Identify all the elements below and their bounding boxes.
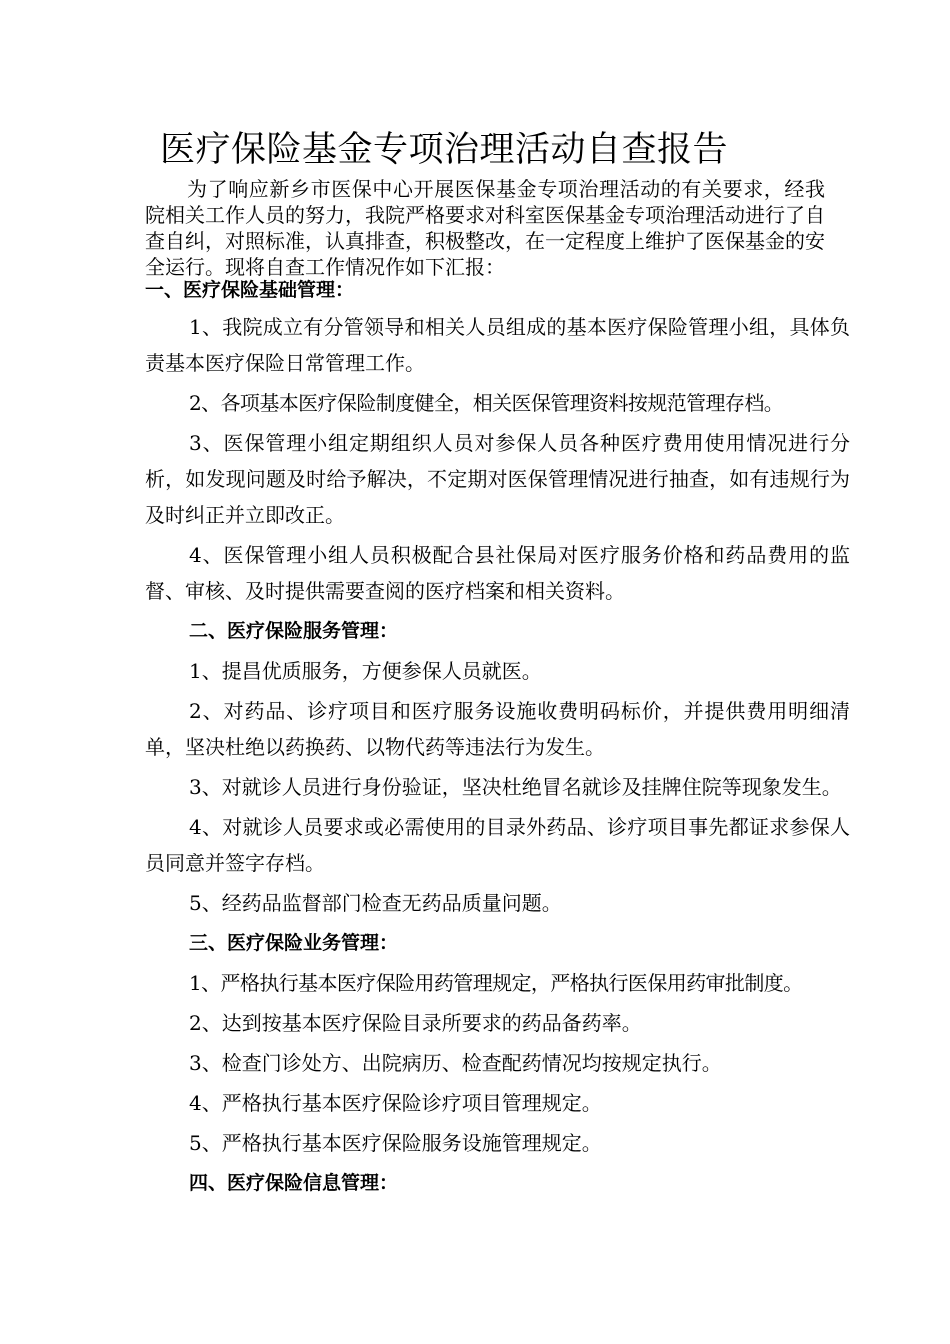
paragraph: 5、经药品监督部门检查无药品质量问题。 xyxy=(189,891,562,915)
document-body xyxy=(145,309,850,1205)
paragraph: 2、达到按基本医疗保险目录所要求的药品备药率。 xyxy=(189,1011,642,1035)
intro-paragraph: 为了响应新乡市医保中心开展医保基金专项治理活动的有关要求，经我院相关工作人员的努力，我院严格要求对科室医保基金专项治理活动进行了自查自纠，对照标准，认真排查，积极整改，在一定程度上维护了医保基金的安全运行。现将自查工作情况作如下汇报： xyxy=(145,177,825,279)
paragraph: 3、医保管理小组定期组织人员对参保人员各种医疗费用使用情况进行分析，如发现问题及时给予解决，不定期对医保管理情况进行抽查，如有违规行为及时纠正并立即改正。 xyxy=(145,431,850,527)
paragraph: 4、医保管理小组人员积极配合县社保局对医疗服务价格和药品费用的监督、审核、及时提供需要查阅的医疗档案和相关资料。 xyxy=(145,543,850,603)
paragraph: 3、检查门诊处方、出院病历、检查配药情况均按规定执行。 xyxy=(189,1051,722,1075)
paragraph: 4、严格执行基本医疗保险诊疗项目管理规定。 xyxy=(189,1091,602,1115)
paragraph: 2、对药品、诊疗项目和医疗服务设施收费明码标价，并提供费用明细清单，坚决杜绝以药换药、以物代药等违法行为发生。 xyxy=(145,699,850,759)
section-heading-basic-management: 一、医疗保险基础管理： xyxy=(145,279,355,301)
paragraph: 4、对就诊人员要求或必需使用的目录外药品、诊疗项目事先都证求参保人员同意并签字存档。 xyxy=(145,815,850,875)
paragraph: 1、严格执行基本医疗保险用药管理规定，严格执行医保用药审批制度。 xyxy=(189,971,803,995)
section-heading-information-management: 四、医疗保险信息管理： xyxy=(189,1172,399,1194)
paragraph: 3、对就诊人员进行身份验证，坚决杜绝冒名就诊及挂牌住院等现象发生。 xyxy=(189,775,842,799)
paragraph: 5、严格执行基本医疗保险服务设施管理规定。 xyxy=(189,1131,602,1155)
section-heading-service-management: 二、医疗保险服务管理： xyxy=(189,620,399,642)
document-title: 医疗保险基金专项治理活动自查报告 xyxy=(160,130,729,170)
paragraph: 1、提昌优质服务，方便参保人员就医。 xyxy=(189,659,542,683)
paragraph: 1、我院成立有分管领导和相关人员组成的基本医疗保险管理小组，具体负责基本医疗保险日常管理工作。 xyxy=(145,315,850,375)
section-heading-business-management: 三、医疗保险业务管理： xyxy=(189,932,399,954)
paragraph: 2、各项基本医疗保险制度健全，相关医保管理资料按规范管理存档。 xyxy=(189,391,784,415)
